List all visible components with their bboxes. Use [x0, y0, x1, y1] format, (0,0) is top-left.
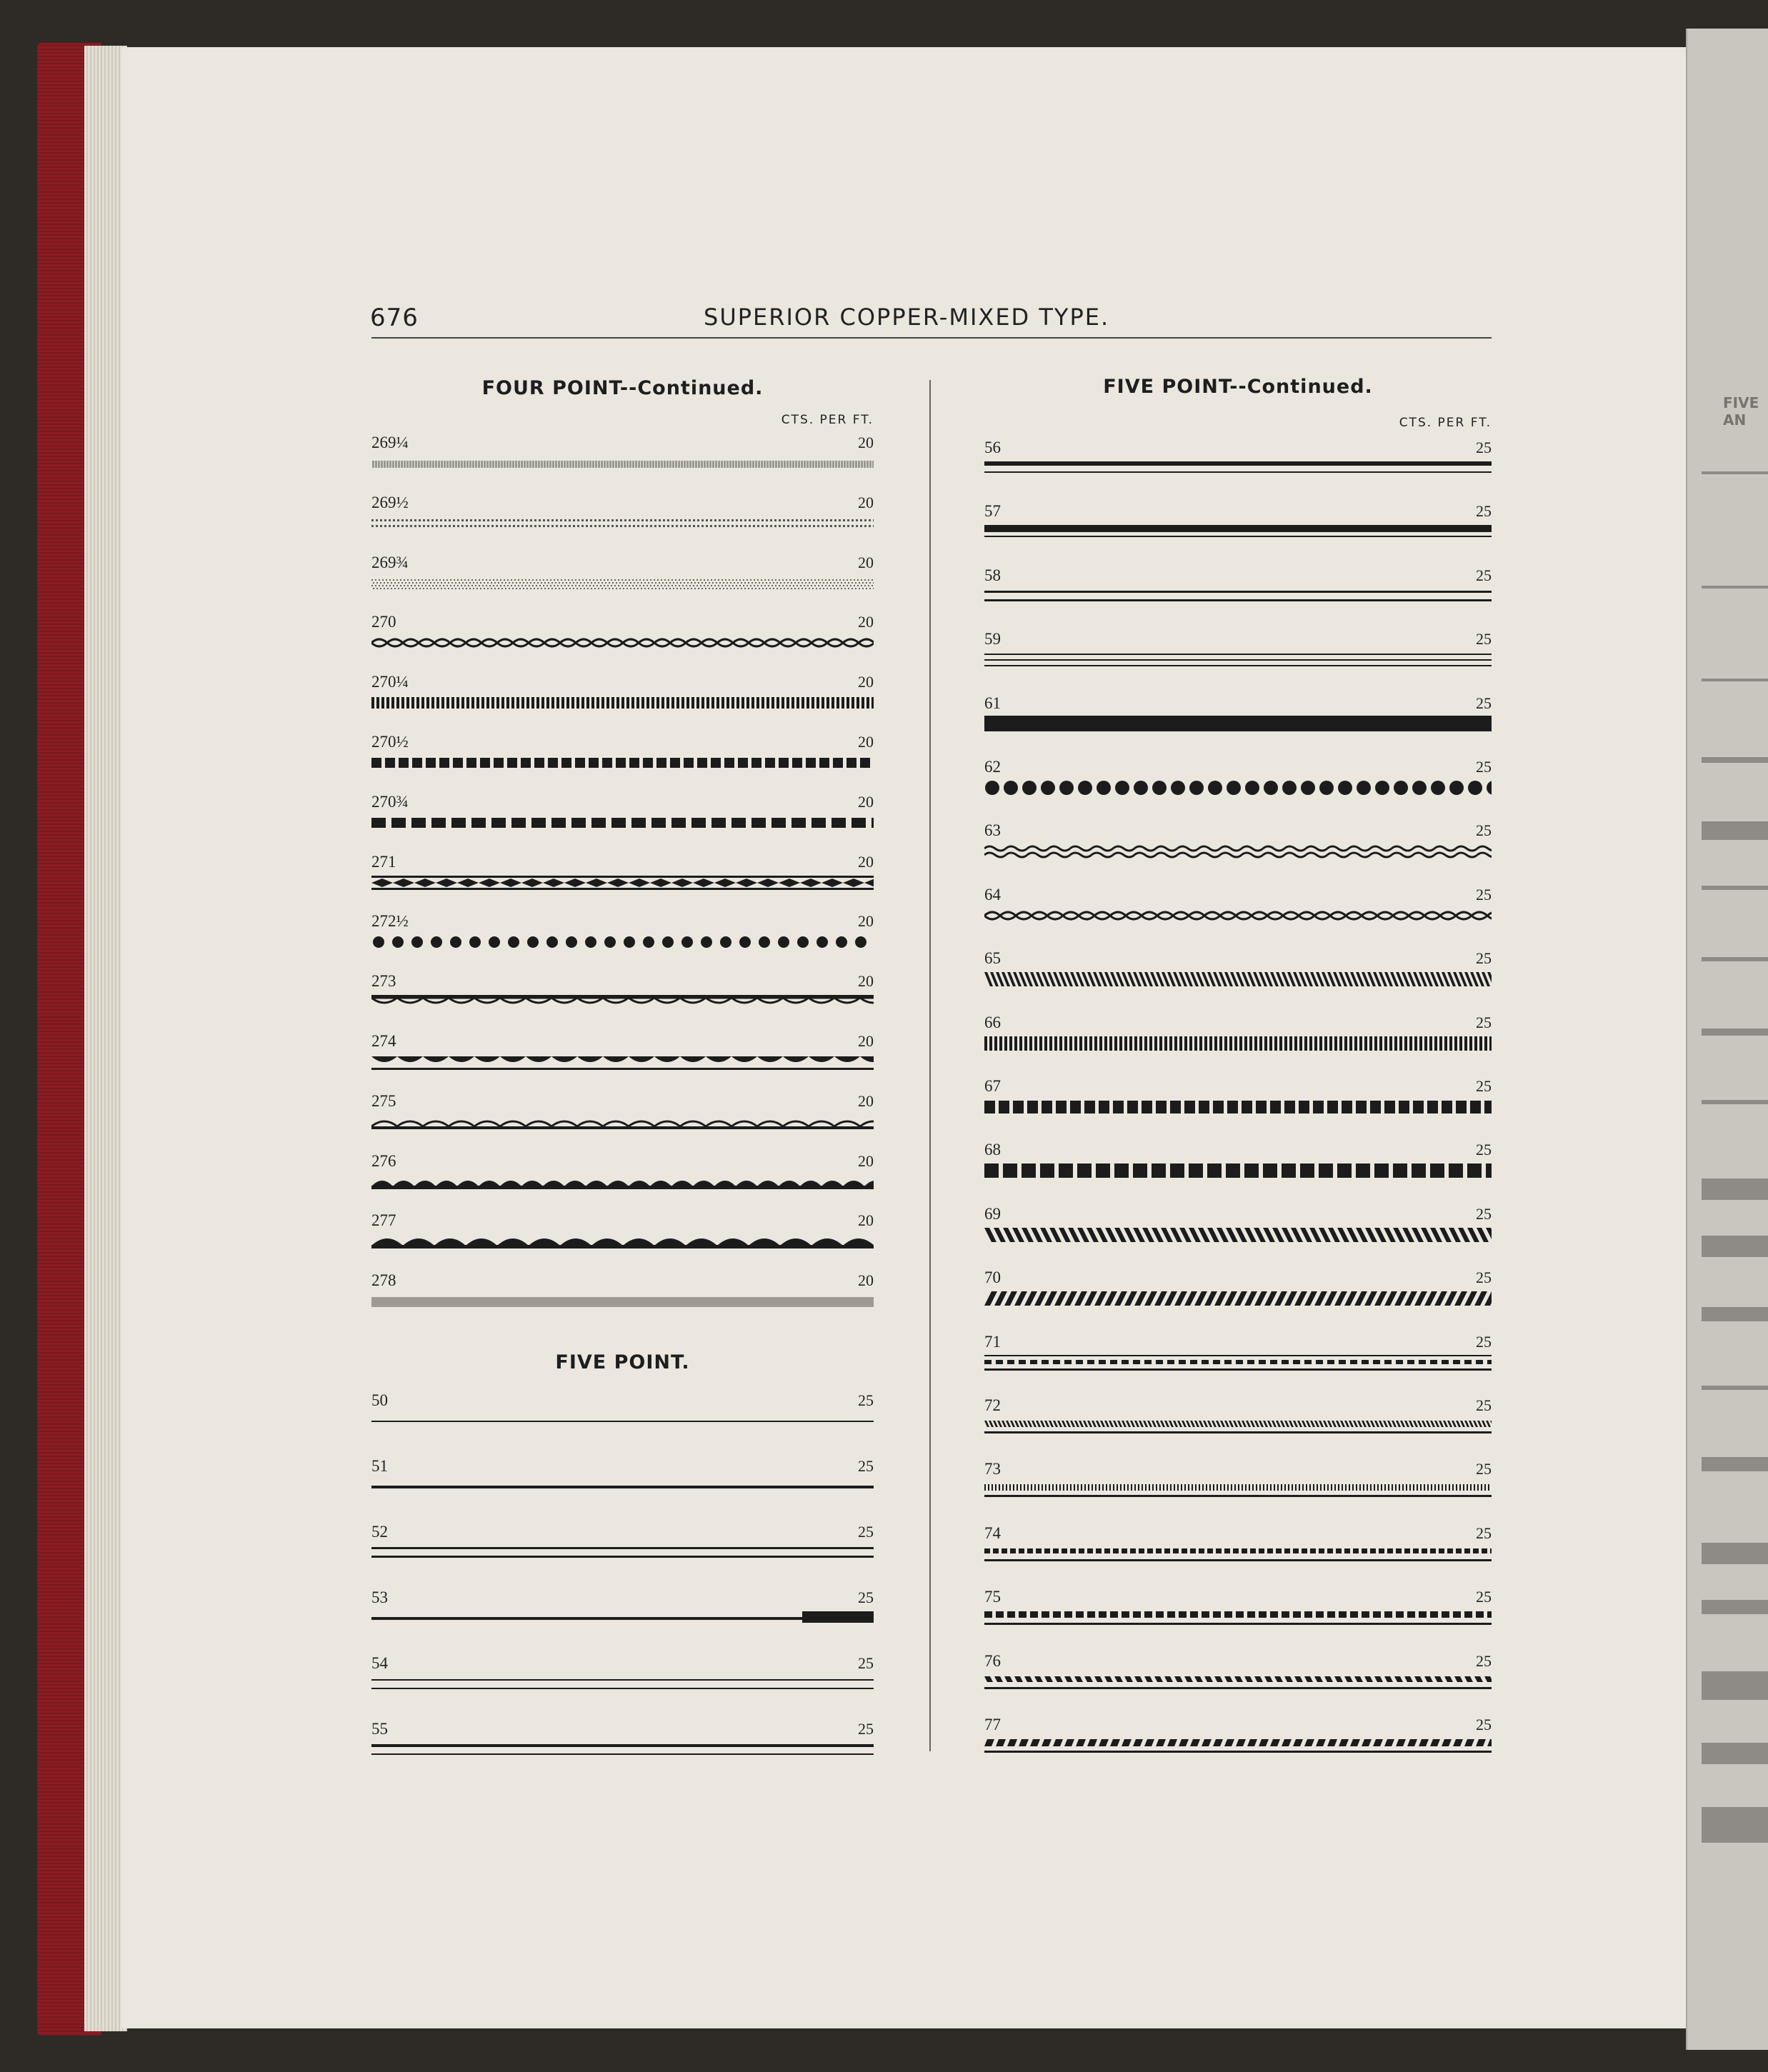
rule-number: 75	[984, 1588, 1001, 1606]
rule-number: 56	[984, 439, 1001, 456]
rule-sample	[984, 1290, 1492, 1307]
rule-number: 70	[984, 1268, 1001, 1287]
rule-sample	[984, 1609, 1492, 1626]
rule-number: 273	[371, 972, 396, 991]
rule-number: 59	[984, 630, 1001, 649]
rule-number: 272½	[371, 912, 409, 931]
rule-sample	[371, 1610, 874, 1627]
rule-price: 20	[858, 1032, 874, 1050]
rule-price: 25	[1476, 1332, 1492, 1351]
rule-price: 25	[1476, 1651, 1492, 1670]
rule-sample	[984, 971, 1492, 988]
rule-number: 64	[984, 885, 1001, 904]
rule-price: 25	[1476, 1204, 1492, 1223]
next-page-rule	[1702, 821, 1768, 840]
rule-entry-52	[371, 1523, 874, 1566]
rule-sample	[984, 1162, 1492, 1179]
rule-sample	[371, 575, 874, 592]
rule-sample	[371, 1741, 874, 1758]
rule-entry-67	[984, 1077, 1492, 1120]
rule-entry-72	[984, 1396, 1492, 1439]
next-page-rule	[1702, 757, 1768, 763]
next-page-rule	[1702, 886, 1768, 890]
rule-number: 63	[984, 821, 1001, 840]
rule-sample	[984, 716, 1492, 733]
rule-sample	[984, 1354, 1492, 1371]
rule-entry-54	[371, 1654, 874, 1697]
price-heading-left: CTS. PER FT.	[781, 413, 874, 427]
rule-price: 20	[858, 912, 874, 931]
rule-sample	[984, 588, 1492, 605]
rule-price: 25	[1476, 694, 1492, 712]
rule-entry-269	[371, 554, 874, 596]
next-page-rule	[1702, 1307, 1768, 1321]
rule-sample	[984, 843, 1492, 860]
rule-price: 20	[858, 434, 874, 451]
rule-entry-276	[371, 1152, 874, 1195]
rule-entry-50	[371, 1391, 874, 1434]
rule-number: 278	[371, 1271, 396, 1290]
rule-entry-269	[371, 494, 874, 536]
next-page-rule	[1702, 1029, 1768, 1036]
rule-number: 52	[371, 1523, 388, 1541]
rule-number: 58	[984, 566, 1001, 584]
price-heading-right: CTS. PER FT.	[1399, 416, 1492, 430]
rule-number: 269¼	[371, 434, 409, 451]
rule-sample	[984, 651, 1492, 669]
rule-number: 51	[371, 1457, 388, 1475]
rule-number: 270½	[371, 733, 409, 751]
rule-entry-271	[371, 853, 874, 896]
rule-sample	[371, 515, 874, 532]
rule-entry-71	[984, 1333, 1492, 1376]
rule-price: 20	[858, 852, 874, 871]
next-page-label: FIVE AN	[1723, 394, 1759, 429]
rule-number: 269½	[371, 493, 409, 511]
rule-price: 25	[1476, 949, 1492, 968]
rule-price: 25	[1476, 1013, 1492, 1031]
rule-entry-69	[984, 1205, 1492, 1248]
rule-entry-74	[984, 1524, 1492, 1567]
rule-sample	[984, 1098, 1492, 1116]
rule-entry-274	[371, 1032, 874, 1075]
next-page-rule	[1702, 1178, 1768, 1200]
rule-entry-53	[371, 1588, 874, 1631]
rule-sample	[371, 1293, 874, 1310]
rule-price: 25	[858, 1720, 874, 1738]
rule-number: 57	[984, 502, 1001, 521]
rule-price: 20	[858, 1151, 874, 1170]
rule-number: 271	[371, 852, 396, 871]
rule-price: 25	[1476, 758, 1492, 776]
rule-price: 20	[858, 792, 874, 811]
rule-entry-66	[984, 1014, 1492, 1056]
rule-price: 25	[858, 1588, 874, 1606]
rule-price: 25	[1476, 439, 1492, 456]
rule-sample	[371, 1544, 874, 1561]
rule-price: 25	[1476, 502, 1492, 521]
rule-number: 61	[984, 694, 1001, 712]
rule-number: 50	[371, 1391, 388, 1409]
rule-number: 55	[371, 1720, 388, 1738]
rule-entry-62	[984, 758, 1492, 801]
rule-number: 276	[371, 1151, 396, 1170]
next-page-rule	[1702, 1671, 1768, 1700]
rule-entry-68	[984, 1141, 1492, 1183]
rule-entry-56	[984, 439, 1492, 481]
rule-sample	[371, 1113, 874, 1131]
rule-entry-270	[371, 793, 874, 836]
rule-sample	[371, 1173, 874, 1191]
header-rule	[371, 337, 1492, 339]
rule-sample	[984, 1481, 1492, 1498]
next-page-rule	[1702, 1457, 1768, 1471]
rule-entry-63	[984, 821, 1492, 864]
rule-price: 25	[858, 1391, 874, 1409]
section-title-four-point-continued: FOUR POINT--Continued.	[481, 377, 764, 399]
rule-sample	[371, 814, 874, 831]
next-page-rule	[1702, 1386, 1768, 1390]
rule-entry-58	[984, 566, 1492, 609]
rule-number: 275	[371, 1091, 396, 1110]
rule-number: 68	[984, 1141, 1001, 1159]
rule-price: 25	[1476, 885, 1492, 904]
rule-sample	[371, 754, 874, 771]
rule-price: 20	[858, 1091, 874, 1110]
rule-price: 25	[858, 1457, 874, 1475]
rule-number: 67	[984, 1077, 1001, 1095]
rule-price: 20	[858, 1211, 874, 1230]
rule-number: 72	[984, 1396, 1001, 1414]
rule-price: 20	[858, 553, 874, 571]
rule-price: 25	[1476, 1588, 1492, 1606]
rule-entry-61	[984, 694, 1492, 737]
rule-entry-275	[371, 1092, 874, 1135]
rule-sample	[371, 934, 874, 951]
rule-number: 274	[371, 1032, 396, 1050]
rule-entry-51	[371, 1457, 874, 1500]
page-title: SUPERIOR COPPER-MIXED TYPE.	[704, 304, 1110, 331]
next-page-edge	[1686, 29, 1768, 2050]
rule-sample	[371, 455, 874, 472]
rule-entry-64	[984, 886, 1492, 929]
rule-price: 20	[858, 733, 874, 751]
next-page-rule	[1702, 1807, 1768, 1843]
rule-sample	[371, 1676, 874, 1693]
rule-sample	[371, 694, 874, 711]
rule-number: 76	[984, 1651, 1001, 1670]
rule-sample	[371, 1053, 874, 1071]
rule-price: 25	[858, 1523, 874, 1541]
rule-price: 25	[1476, 1716, 1492, 1733]
rule-number: 270¼	[371, 673, 409, 691]
rule-sample	[984, 460, 1492, 477]
rule-sample	[984, 1035, 1492, 1052]
rule-entry-270	[371, 733, 874, 776]
rule-entry-73	[984, 1460, 1492, 1503]
rule-sample	[371, 994, 874, 1011]
rule-entry-272	[371, 912, 874, 955]
rule-price: 25	[1476, 1268, 1492, 1287]
rule-sample	[984, 779, 1492, 796]
rule-price: 25	[1476, 630, 1492, 649]
rule-number: 270¾	[371, 792, 409, 811]
rule-number: 66	[984, 1013, 1001, 1031]
rule-sample	[984, 524, 1492, 541]
rule-sample	[371, 874, 874, 891]
rule-sample	[984, 1226, 1492, 1243]
rule-number: 269¾	[371, 553, 409, 571]
rule-entry-270	[371, 673, 874, 716]
rule-number: 69	[984, 1204, 1001, 1223]
rule-number: 53	[371, 1588, 388, 1606]
rule-entry-277	[371, 1211, 874, 1254]
rule-price: 20	[858, 613, 874, 631]
rule-sample	[371, 1233, 874, 1250]
rule-sample	[371, 1478, 874, 1496]
rule-sample	[984, 1673, 1492, 1691]
rule-price: 20	[858, 673, 874, 691]
rule-price: 25	[1476, 1523, 1492, 1542]
rule-sample	[371, 634, 874, 651]
rule-entry-65	[984, 949, 1492, 992]
rule-entry-77	[984, 1716, 1492, 1758]
rule-price: 25	[1476, 1077, 1492, 1095]
next-page-rule	[1702, 1100, 1768, 1104]
section-title-five-point-continued: FIVE POINT--Continued.	[1103, 376, 1373, 398]
next-page-rule	[1702, 1236, 1768, 1257]
rule-entry-270	[371, 613, 874, 656]
rule-number: 73	[984, 1460, 1001, 1478]
next-page-rule	[1702, 679, 1768, 681]
next-page-rule	[1702, 1543, 1768, 1564]
rule-price: 20	[858, 972, 874, 991]
next-page-rule	[1702, 1743, 1768, 1764]
column-divider	[929, 380, 931, 1751]
rule-entry-76	[984, 1652, 1492, 1695]
rule-sample	[371, 1413, 874, 1430]
rule-entry-278	[371, 1271, 874, 1314]
rule-price: 20	[858, 1271, 874, 1290]
rule-price: 20	[858, 493, 874, 511]
rule-number: 270	[371, 613, 396, 631]
rule-number: 277	[371, 1211, 396, 1230]
next-page-rule	[1702, 957, 1768, 961]
rule-entry-269	[371, 434, 874, 476]
rule-number: 77	[984, 1716, 1001, 1733]
rule-price: 25	[1476, 1460, 1492, 1478]
rule-price: 25	[1476, 1141, 1492, 1159]
page-edges	[84, 46, 127, 2031]
rule-number: 74	[984, 1523, 1001, 1542]
rule-entry-57	[984, 502, 1492, 545]
rule-sample	[984, 1418, 1492, 1435]
rule-entry-70	[984, 1268, 1492, 1311]
rule-number: 54	[371, 1654, 388, 1672]
rule-number: 71	[984, 1332, 1001, 1351]
section-title-five-point: FIVE POINT.	[555, 1351, 690, 1373]
rule-entry-273	[371, 972, 874, 1015]
rule-entry-55	[371, 1720, 874, 1763]
rule-sample	[984, 1737, 1492, 1754]
rule-entry-75	[984, 1588, 1492, 1631]
rule-number: 65	[984, 949, 1001, 968]
rule-entry-59	[984, 630, 1492, 673]
page-number: 676	[370, 304, 419, 332]
next-page-rule	[1702, 586, 1768, 589]
rule-price: 25	[858, 1654, 874, 1672]
rule-sample	[984, 907, 1492, 924]
rule-price: 25	[1476, 1396, 1492, 1414]
rule-sample	[984, 1546, 1492, 1563]
rule-price: 25	[1476, 821, 1492, 840]
rule-price: 25	[1476, 566, 1492, 584]
next-page-rule	[1702, 471, 1768, 474]
rule-number: 62	[984, 758, 1001, 776]
next-page-rule	[1702, 1600, 1768, 1614]
